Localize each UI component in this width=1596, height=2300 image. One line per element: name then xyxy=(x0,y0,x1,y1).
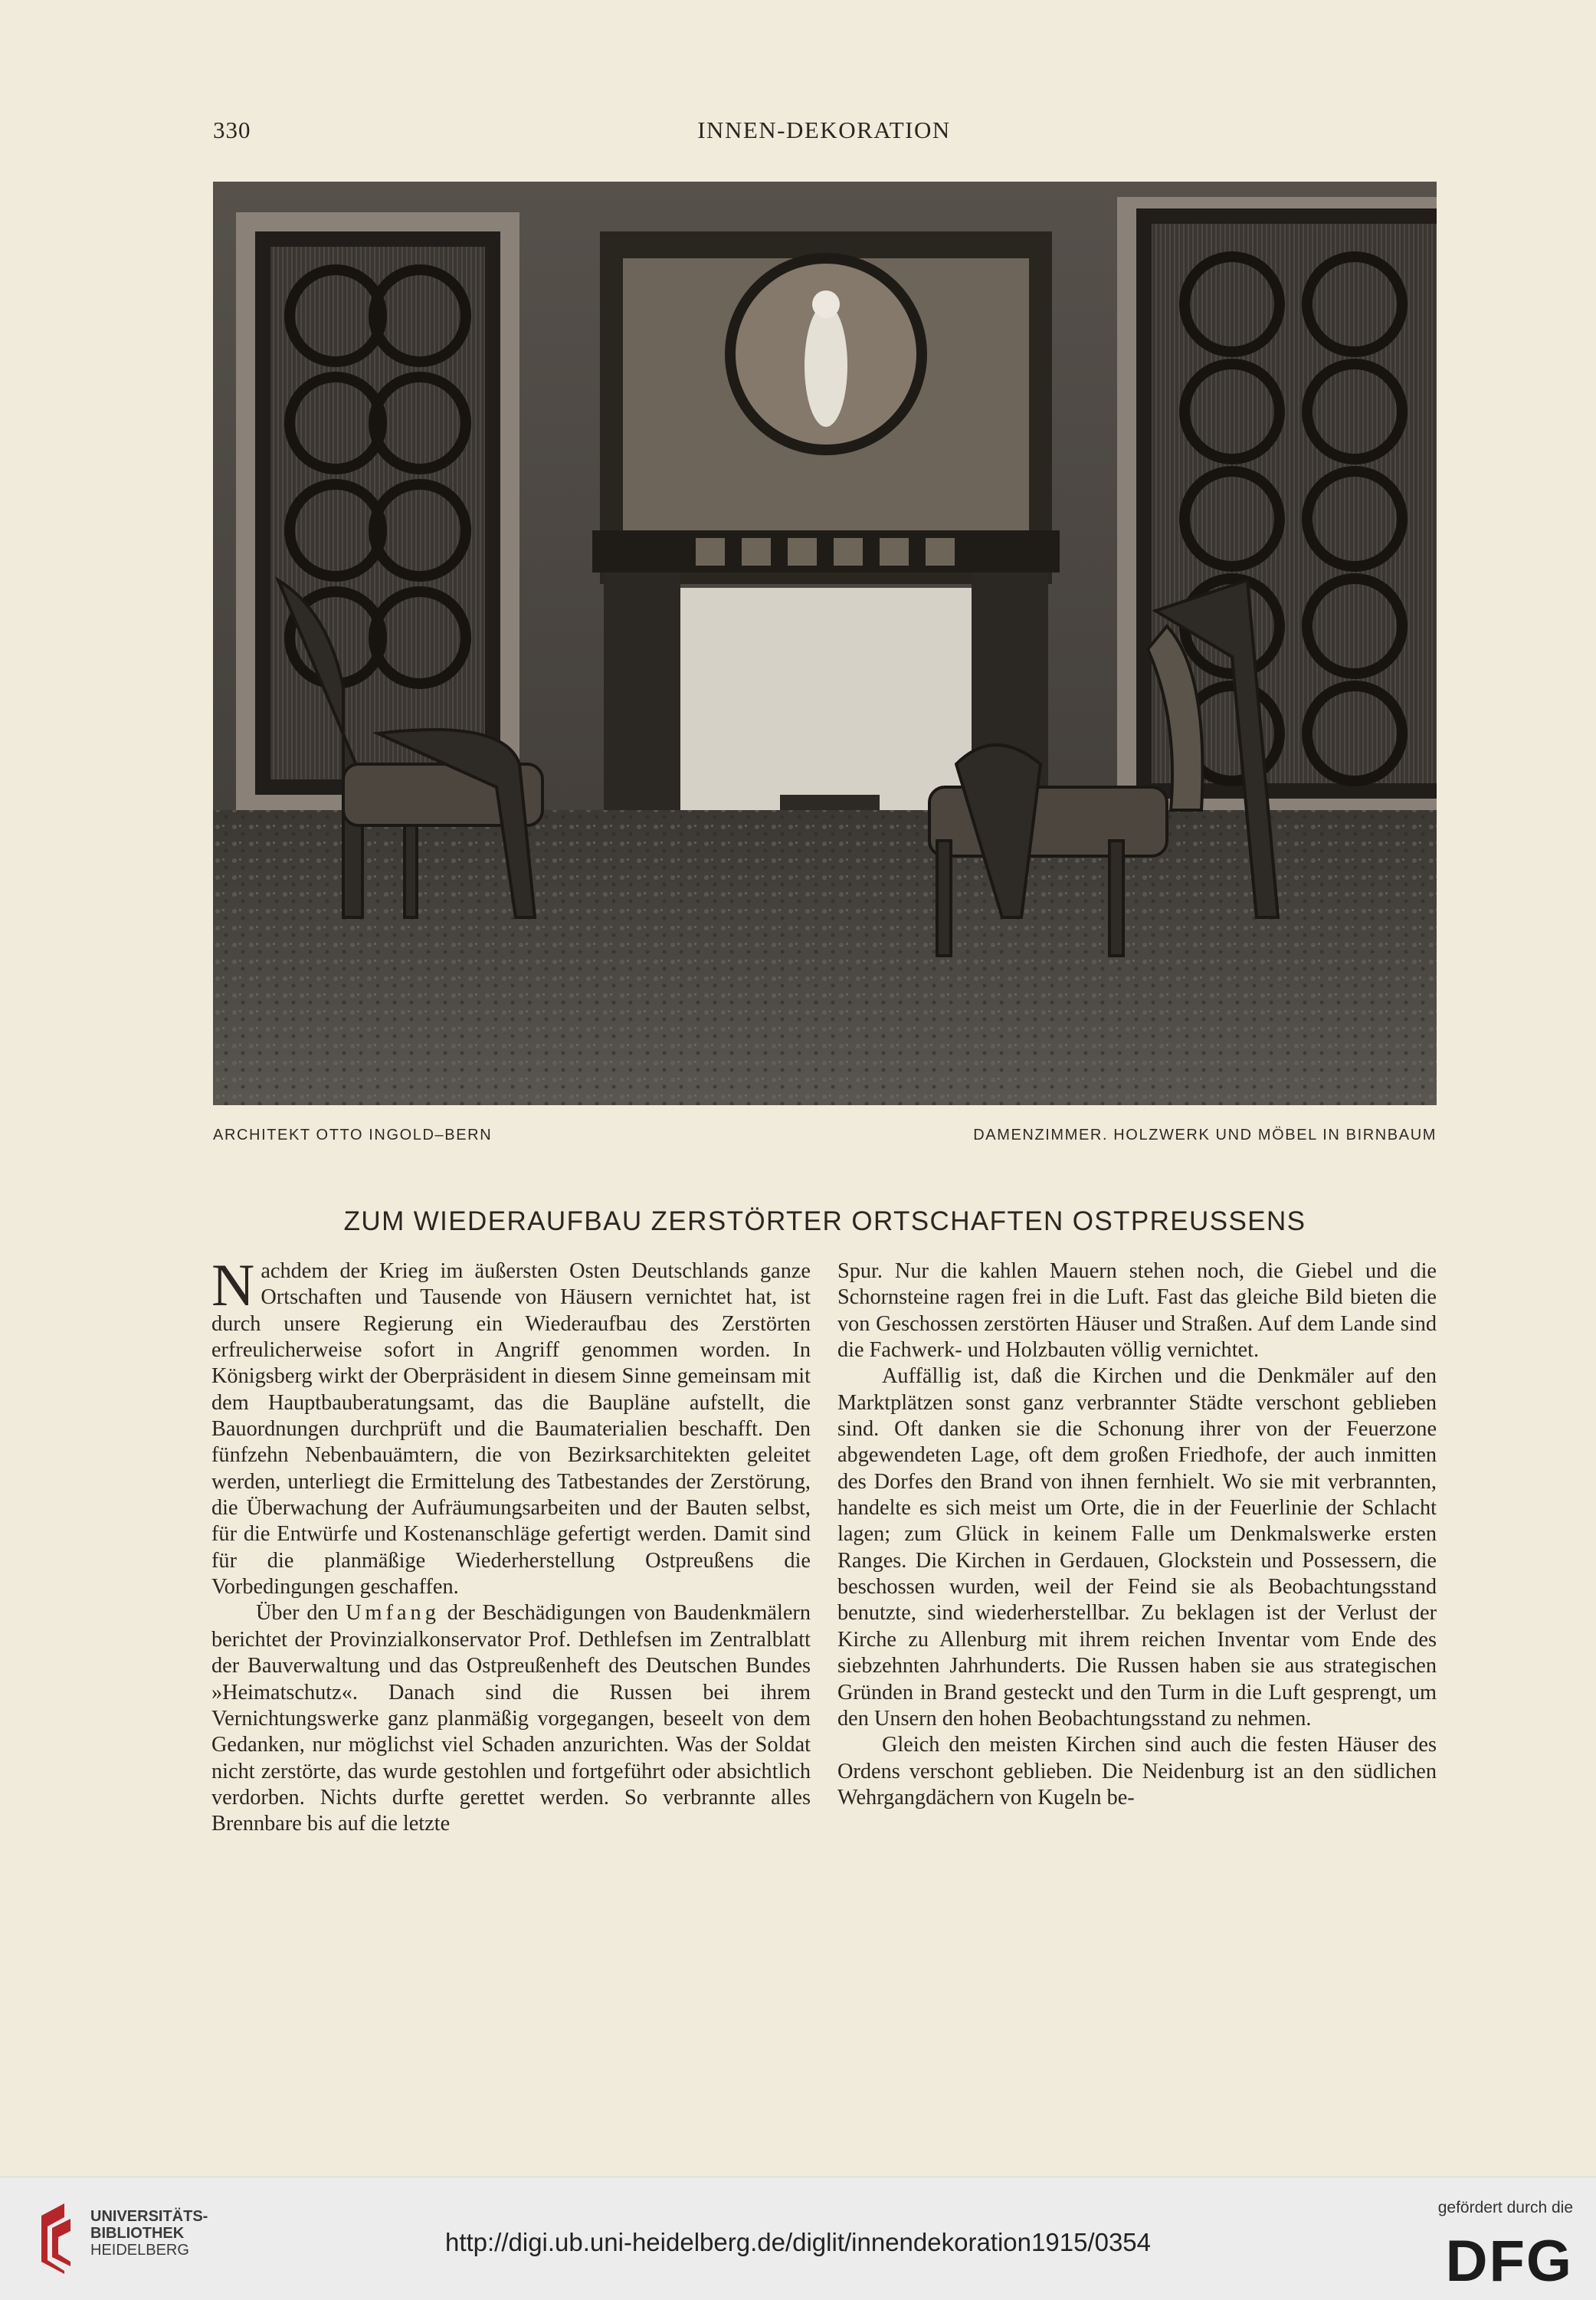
source-url-link[interactable]: http://digi.ub.uni-heidelberg.de/diglit/innendekoration1915/0354 xyxy=(444,2228,1152,2256)
paragraph-text: achdem der Krieg im äußersten Osten Deutschlands ganze Ortschaften und Tausende von Häusern vernichtet hat, ist durch unsere Regierung ein Wiederaufbau des Zerstörten erfreulicherweise sofort in Angriff genommen worden. In Königsberg wirkt der Oberpräsident in diesem Sinne gemeinsam mit dem Hauptbauberatungsamt, das die Baupläne aufstellt, die Bauordnungen durchprüft und die Baumaterialien beschafft. Den fünfzehn Nebenbauämtern, die von Bezirksarchitekten geleitet werden, unterliegt die Ermittelung des Tatbestandes der Zerstörung, die Überwachung der Aufräumungsarbeiten und der Bauten selbst, für die Entwürfe und Kostenanschläge gefertigt werden. Damit sind für die planmäßige Wiederherstellung Ostpreußens die Vorbedingungen geschaffen. xyxy=(211,1259,811,1600)
library-name-line: BIBLIOTHEK xyxy=(90,2225,185,2242)
library-name-line: UNIVERSITÄTS- xyxy=(90,2208,208,2225)
article-title: ZUM WIEDERAUFBAU ZERSTÖRTER ORTSCHAFTEN OSTPREUSSENS xyxy=(343,1206,1306,1236)
running-head xyxy=(213,116,1435,152)
page-number: 330 xyxy=(213,116,251,143)
photo-caption-left: ARCHITEKT OTTO INGOLD–BERN xyxy=(213,1127,493,1143)
dropcap: N xyxy=(211,1252,255,1318)
paragraph: Spur. Nur die kahlen Mauern stehen noch, die Giebel und die Schornsteine ragen frei in die Luft. Fast das gleiche Bild bieten die von Geschossen zerstörten Häuser und Straßen. Auf dem Lande sind die Fachwerk- und Holzbauten völlig vernichtet. xyxy=(837,1259,1437,1363)
paragraph xyxy=(211,1600,811,1837)
photo-caption-right: DAMENZIMMER. HOLZWERK UND MÖBEL IN BIRNBAUM xyxy=(973,1127,1437,1143)
funding-note: gefördert durch die xyxy=(1437,2199,1573,2216)
interior-photograph xyxy=(213,182,1437,1105)
paragraph-text: Über den xyxy=(256,1601,346,1626)
digitization-footer xyxy=(0,2177,1596,2300)
running-title: INNEN-DEKORATION xyxy=(697,116,951,143)
spaced-emphasis: Umfang xyxy=(346,1601,440,1626)
dfg-logo: DFG xyxy=(1445,2229,1573,2294)
text-column-left xyxy=(211,1252,811,1838)
paragraph-text: der Beschädigungen von Baudenkmälern berichtet der Provinzialkonservator Prof. Dethlefsen im Zentralblatt der Bauverwaltung und das Ostpreußenheft des Deutschen Bundes »Heimatschutz«. Danach sind die Russen bei ihrem Vernichtungswerke ganz planmäßig vorgegangen, beseelt von dem Gedanken, nur möglichst viel Schaden anzurichten. Was der Soldat nicht zerstörte, das wurde gestohlen und fortgeführt oder absichtlich verdorben. Nichts durfte gerettet werden. So verbrannte alles Brennbare bis auf die letzte xyxy=(211,1601,811,1836)
paragraph: Auffällig ist, daß die Kirchen und die Denkmäler auf den Marktplätzen sonst ganz verbrannter Städte verschont geblieben sind. Oft danken sie die Schonung ihrer von der Feuerzone abgewendeten Lage, oft dem großen Friedhofe, der auch inmitten des Dorfes den Brand von ihnen fernhielt. Wo sie mit verbrannten, handelte es sich meist um Orte, die in der Feuerlinie der Schlacht lagen; zum Glück in keinem Falle um Denkmalswerke ersten Ranges. Die Kirchen in Gerdauen, Glockstein und Possessern, die beschossen wurden, weil der Feind sie als Beobachtungsstand benutzte, sind wiederherstellbar. Zu beklagen ist der Verlust der Kirche zu Allenburg mit ihrem reichen Inventar vom Ende des siebzehnten Jahrhunderts. Die Russen haben sie aus strategischen Gründen in Brand gesteckt und den Turm in die Luft gesprengt, um den Unsern den hohen Beobachtungsstand zu nehmen. xyxy=(837,1364,1437,1731)
text-column-right xyxy=(837,1258,1437,1811)
library-name-line: HEIDELBERG xyxy=(90,2242,189,2259)
paragraph xyxy=(211,1252,811,1600)
paragraph: Gleich den meisten Kirchen sind auch die festen Häuser des Ordens verschont geblieben. Die Neidenburg ist an den südlichen Wehrgangdächern von Kugeln be- xyxy=(837,1733,1437,1809)
